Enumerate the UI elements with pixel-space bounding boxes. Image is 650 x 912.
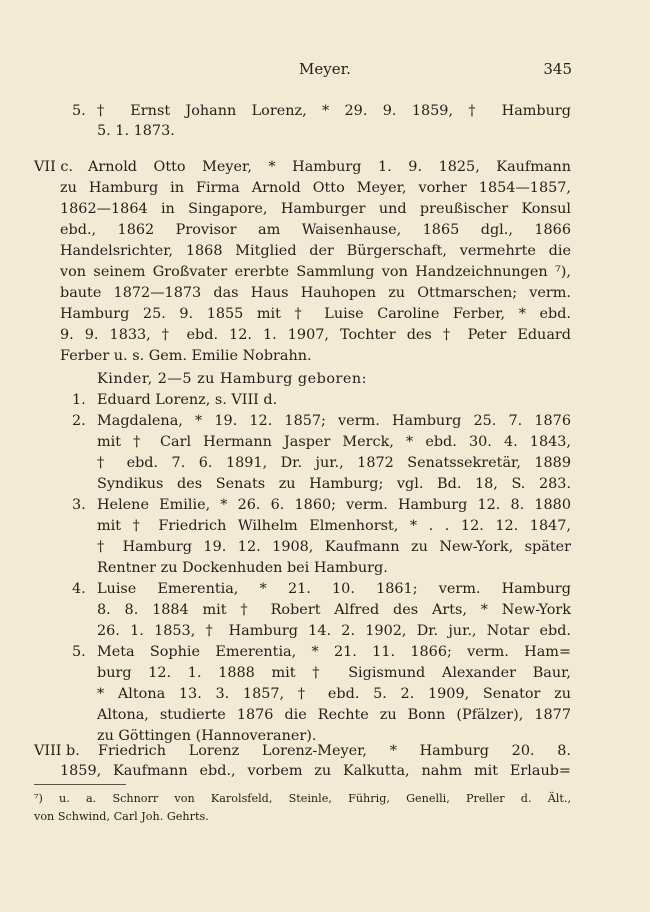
text-line — [0, 620, 650, 642]
entry-number: 5. — [72, 103, 86, 119]
text-line — [0, 740, 650, 762]
text-line — [0, 683, 650, 705]
text-line — [0, 473, 650, 495]
line-text: * Altona 13. 3. 1857, † ebd. 5. 2. 1909, Senator zu — [97, 686, 571, 702]
line-text: 26. 1. 1853, † Hamburg 14. 2. 1902, Dr. jur., Notar ebd. — [97, 623, 571, 639]
line-text: zu Göttingen (Hannoveraner). — [97, 728, 317, 744]
line-text: Ferber u. s. Gem. Emilie Nobrahn. — [60, 348, 312, 364]
text-line — [0, 641, 650, 663]
text-line — [0, 177, 650, 199]
line-text: 1859, Kaufmann ebd., vorbem zu Kalkutta, nahm mit Erlaub= — [60, 763, 571, 779]
text-line — [0, 452, 650, 474]
line-text: Hamburg 25. 9. 1855 mit † Luise Caroline Ferber, * ebd. — [60, 306, 571, 322]
text-line — [0, 515, 650, 537]
line-text: Rentner zu Dockenhuden bei Hamburg. — [97, 560, 388, 576]
text-line — [0, 494, 650, 516]
entry-number: 3. — [72, 497, 86, 513]
generation-label: VIII b. — [34, 743, 80, 759]
text-line — [0, 599, 650, 621]
line-text: 5. 1. 1873. — [97, 123, 175, 139]
line-text: baute 1872—1873 das Haus Hauhopen zu Ottmarschen; verm. — [60, 285, 571, 301]
footnote-text: ⁷) u. a. Schnorr von Karolsfeld, Steinle, Führig, Genelli, Preller d. Ält., — [34, 792, 571, 805]
line-text: 1862—1864 in Singapore, Hamburger und preußischer Konsul — [60, 201, 571, 217]
line-text: burg 12. 1. 1888 mit † Sigismund Alexander Baur, — [97, 665, 571, 681]
line-text: Luise Emerentia, * 21. 10. 1861; verm. Hamburg — [97, 581, 571, 597]
entry-number: 2. — [72, 413, 86, 429]
line-text: von seinem Großvater ererbte Sammlung von Handzeichnungen ⁷), — [60, 264, 571, 280]
footnote-line — [0, 808, 650, 826]
line-text: Eduard Lorenz, s. VIII d. — [97, 392, 278, 408]
line-text: Magdalena, * 19. 12. 1857; verm. Hamburg 25. 7. 1876 — [97, 413, 571, 429]
line-text: mit † Friedrich Wilhelm Elmenhorst, * . . 12. 12. 1847, — [97, 518, 571, 534]
children-heading: Kinder, 2—5 zu Hamburg geboren: — [97, 371, 368, 387]
line-text: 9. 9. 1833, † ebd. 12. 1. 1907, Tochter des † Peter Eduard — [60, 327, 571, 343]
text-line — [0, 662, 650, 684]
line-text: zu Hamburg in Firma Arnold Otto Meyer, vorher 1854—1857, — [60, 180, 571, 196]
text-line — [0, 100, 650, 122]
text-line — [0, 578, 650, 600]
text-line — [0, 368, 650, 390]
page-header — [0, 60, 650, 84]
line-text: Friedrich Lorenz Lorenz-Meyer, * Hamburg 20. 8. — [98, 743, 571, 759]
line-text: mit † Carl Hermann Jasper Merck, * ebd. 30. 4. 1843, — [97, 434, 571, 450]
text-line — [0, 120, 650, 142]
line-text: † ebd. 7. 6. 1891, Dr. jur., 1872 Senatssekretär, 1889 — [97, 455, 571, 471]
running-head: Meyer. — [299, 60, 351, 78]
text-line — [0, 156, 650, 178]
text-line — [0, 219, 650, 241]
text-line — [0, 760, 650, 782]
entry-number: 5. — [72, 644, 86, 660]
entry-number: 1. — [72, 392, 86, 408]
text-line — [0, 282, 650, 304]
line-text: Altona, studierte 1876 die Rechte zu Bonn (Pfälzer), 1877 — [97, 707, 571, 723]
page-number: 345 — [543, 60, 572, 78]
line-text: † Ernst Johann Lorenz, * 29. 9. 1859, † Hamburg — [97, 103, 571, 119]
footnote-text: von Schwind, Carl Joh. Gehrts. — [34, 810, 209, 823]
footnote-line — [0, 790, 650, 808]
line-text: Handelsrichter, 1868 Mitglied der Bürgerschaft, vermehrte die — [60, 243, 571, 259]
generation-label: VII c. — [34, 159, 73, 175]
text-line — [0, 389, 650, 411]
text-line — [0, 198, 650, 220]
line-text: Arnold Otto Meyer, * Hamburg 1. 9. 1825, Kaufmann — [88, 159, 571, 175]
entry-number: 4. — [72, 581, 86, 597]
text-line — [0, 410, 650, 432]
line-text: 8. 8. 1884 mit † Robert Alfred des Arts, * New-York — [97, 602, 571, 618]
text-line — [0, 557, 650, 579]
text-line — [0, 431, 650, 453]
text-line — [0, 536, 650, 558]
line-text: Helene Emilie, * 26. 6. 1860; verm. Hamburg 12. 8. 1880 — [97, 497, 571, 513]
line-text: Syndikus des Senats zu Hamburg; vgl. Bd. 18, S. 283. — [97, 476, 571, 492]
footnote-rule — [34, 784, 126, 785]
text-line — [0, 303, 650, 325]
text-line — [0, 240, 650, 262]
text-line — [0, 704, 650, 726]
text-line — [0, 261, 650, 283]
line-text: † Hamburg 19. 12. 1908, Kaufmann zu New-York, später — [97, 539, 571, 555]
text-line — [0, 324, 650, 346]
line-text: ebd., 1862 Provisor am Waisenhause, 1865 dgl., 1866 — [60, 222, 571, 238]
text-line — [0, 345, 650, 367]
line-text: Meta Sophie Emerentia, * 21. 11. 1866; verm. Ham= — [97, 644, 571, 660]
